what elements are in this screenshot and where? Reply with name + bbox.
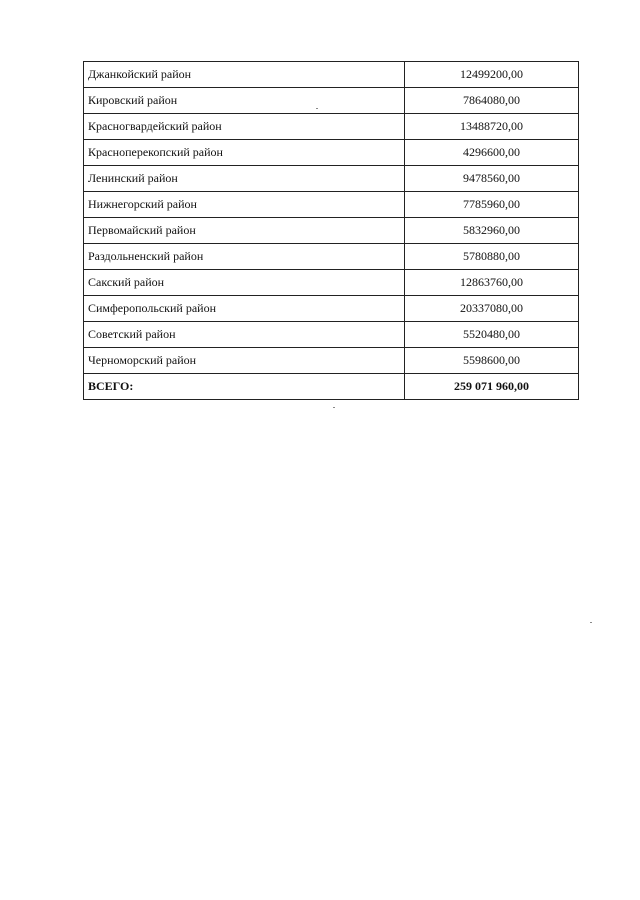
- total-value: 259 071 960,00: [405, 374, 579, 400]
- district-name: Красногвардейский район: [84, 114, 405, 140]
- district-amount: 9478560,00: [405, 166, 579, 192]
- table-row: [84, 322, 579, 348]
- district-amount: 12499200,00: [405, 62, 579, 88]
- district-name: Джанкойский район: [84, 62, 405, 88]
- table-body: [84, 62, 579, 400]
- district-name: Советский район: [84, 322, 405, 348]
- district-name: Кировский район: [84, 88, 405, 114]
- district-amount: 20337080,00: [405, 296, 579, 322]
- district-amount: 7864080,00: [405, 88, 579, 114]
- district-amount: 5598600,00: [405, 348, 579, 374]
- table-row: [84, 62, 579, 88]
- district-name: Симферопольский район: [84, 296, 405, 322]
- district-name: Черноморский район: [84, 348, 405, 374]
- table-row: [84, 114, 579, 140]
- district-amount: 12863760,00: [405, 270, 579, 296]
- table-row: [84, 296, 579, 322]
- district-amount: 4296600,00: [405, 140, 579, 166]
- total-label: ВСЕГО:: [84, 374, 405, 400]
- table-row: [84, 140, 579, 166]
- district-name: Красноперекопский район: [84, 140, 405, 166]
- table-row: [84, 348, 579, 374]
- scan-speck: [333, 407, 335, 408]
- district-amount: 13488720,00: [405, 114, 579, 140]
- table-row: [84, 218, 579, 244]
- district-amount: 5520480,00: [405, 322, 579, 348]
- district-amount: 5780880,00: [405, 244, 579, 270]
- scan-speck: [590, 622, 592, 623]
- table-row: [84, 244, 579, 270]
- table-row: [84, 88, 579, 114]
- district-name: Нижнегорский район: [84, 192, 405, 218]
- district-funding-table: [83, 61, 579, 400]
- district-name: Раздольненский район: [84, 244, 405, 270]
- district-name: Сакский район: [84, 270, 405, 296]
- district-name: Первомайский район: [84, 218, 405, 244]
- district-amount: 7785960,00: [405, 192, 579, 218]
- table-row: [84, 270, 579, 296]
- district-name: Ленинский район: [84, 166, 405, 192]
- scan-speck: [316, 108, 318, 109]
- table-row: [84, 166, 579, 192]
- district-amount: 5832960,00: [405, 218, 579, 244]
- total-row: [84, 374, 579, 400]
- table-row: [84, 192, 579, 218]
